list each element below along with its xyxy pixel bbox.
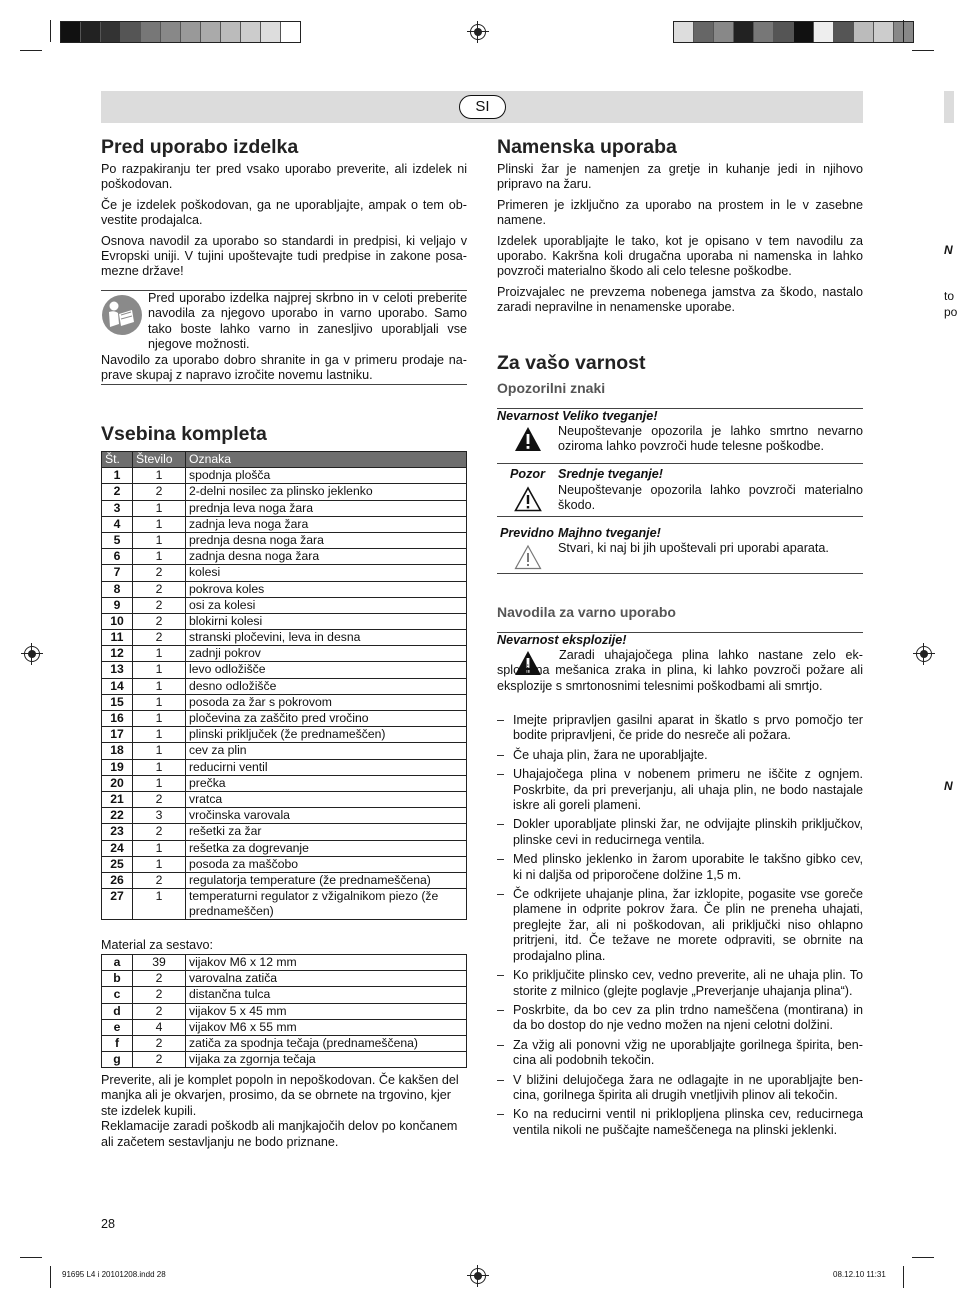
table-row (102, 711, 467, 727)
color-bar-right (673, 21, 914, 43)
material-letter: d (102, 1003, 133, 1019)
part-label: reducirni ventil (186, 759, 467, 775)
part-quantity: 1 (133, 727, 186, 743)
bullet-list (497, 713, 863, 1138)
part-number: 15 (102, 694, 133, 710)
table-row (102, 1052, 467, 1068)
table-row (102, 532, 467, 548)
table-row (102, 856, 467, 872)
table-row (102, 955, 467, 971)
explosion-heading: Nevarnost eksplozije! (497, 633, 627, 647)
table-row (102, 971, 467, 987)
crop-mark (912, 1257, 934, 1258)
part-label: stranski pločevini, leva in desna (186, 630, 467, 646)
part-number: 6 (102, 549, 133, 565)
part-label: rešetki za žar (186, 824, 467, 840)
table-row (102, 987, 467, 1003)
color-bar-left (60, 21, 301, 43)
material-letter: f (102, 1035, 133, 1051)
intended-use-text (497, 162, 863, 321)
part-number: 1 (102, 468, 133, 484)
list-item: – Za vžig ali ponovni vžig ne uporabljajte gorilnega špirita, bencina ali podobnih tekočin. (497, 1038, 863, 1069)
section-title-intended-use: Namenska uporaba (497, 136, 677, 158)
part-label: regulatorja temperature (že prednameščena) (186, 872, 467, 888)
material-quantity: 2 (133, 987, 186, 1003)
paragraph: Primeren je izključno za uporabo na prostem in le v zasebne namene. (497, 197, 863, 228)
file-info: 91695 L4 i 20101208.indd 28 (62, 1270, 166, 1279)
subtitle-warning-signs: Opozorilni znaki (497, 380, 606, 396)
material-quantity: 2 (133, 1035, 186, 1051)
material-label: vijakov M6 x 55 mm (186, 1019, 467, 1035)
warning-notice-text: Stvari, ki naj bi jih upoštevali pri uporabi aparata. (558, 541, 829, 555)
table-row (102, 775, 467, 791)
part-label: osi za kolesi (186, 597, 467, 613)
part-number: 25 (102, 856, 133, 872)
material-letter: a (102, 955, 133, 971)
material-label: distančna tulca (186, 987, 467, 1003)
part-quantity: 1 (133, 889, 186, 920)
table-row (102, 840, 467, 856)
table-row (102, 824, 467, 840)
crop-mark (20, 1257, 42, 1258)
part-number: 5 (102, 532, 133, 548)
warning-danger-heading: Nevarnost Veliko tveganje! (497, 409, 658, 423)
part-number: 14 (102, 678, 133, 694)
registration-mark-bottom (470, 1268, 486, 1284)
paragraph: Če je izdelek poškodovan, ga ne uporabljajte, ampak o tem obvestite prodajalca. (101, 197, 467, 228)
part-number: 13 (102, 662, 133, 678)
caution-icon (514, 486, 542, 517)
part-quantity: 2 (133, 597, 186, 613)
list-item: – Dokler uporabljate plinski žar, ne odvijajte plinskih priključkov, plinske cevi in reducirnega ventila. (497, 817, 863, 848)
part-quantity: 1 (133, 500, 186, 516)
paragraph: Preverite, ali je komplet popoln in nepoškodovan. Če kakšen del manjka ali je okvarjen, prosimo, da se obrnete na trgovino, kjer ste izdelek kupili. (101, 1073, 459, 1118)
part-label: posoda za maščobo (186, 856, 467, 872)
material-label: vijaka za zgornja tečaja (186, 1052, 467, 1068)
part-quantity: 2 (133, 581, 186, 597)
table-row (102, 468, 467, 484)
crop-mark (50, 20, 51, 42)
paragraph: Proizvajalec ne prevzema nobenega jamstva za škodo, nastalo zaradi nepravilne in nenamenske uporabe. (497, 284, 863, 315)
date-info: 08.12.10 11:31 (833, 1270, 886, 1279)
table-row (102, 694, 467, 710)
part-quantity: 3 (133, 808, 186, 824)
before-use-text (101, 162, 467, 285)
next-page-fragment: po (944, 305, 957, 319)
next-page-fragment: N (944, 243, 953, 257)
material-label: varovalna zatiča (186, 971, 467, 987)
after-table-text (101, 1073, 467, 1150)
part-quantity: 1 (133, 646, 186, 662)
next-page-fragment: N (944, 779, 953, 793)
material-letter: g (102, 1052, 133, 1068)
paragraph: Po razpakiranju ter pred vsako uporabo preverite, ali izdelek ni poškodovan. (101, 162, 467, 192)
part-label: prečka (186, 775, 467, 791)
part-label: plinski priključek (že prednameščen) (186, 727, 467, 743)
material-quantity: 4 (133, 1019, 186, 1035)
part-number: 11 (102, 630, 133, 646)
table-row (102, 662, 467, 678)
part-label: posoda za žar s pokrovom (186, 694, 467, 710)
part-label: vročinska varovala (186, 808, 467, 824)
table-row (102, 597, 467, 613)
part-label: prednja leva noga žara (186, 500, 467, 516)
material-quantity: 2 (133, 971, 186, 987)
material-label: zatiča za spodnja tečaja (prednameščena) (186, 1035, 467, 1051)
page-number: 28 (101, 1217, 116, 1231)
table-row (102, 646, 467, 662)
list-item: – Med plinsko jeklenko in žarom uporabite le takšno gibko cev, ki ni daljša od priporočene dolžine 1,5 m. (497, 852, 863, 883)
part-label: zadnja desna noga žara (186, 549, 467, 565)
part-number: 2 (102, 484, 133, 500)
table-row (102, 516, 467, 532)
part-quantity: 1 (133, 468, 186, 484)
table-row (102, 630, 467, 646)
section-title-safety: Za vašo varnost (497, 352, 646, 374)
material-label: vijakov M6 x 12 mm (186, 955, 467, 971)
material-quantity: 2 (133, 1052, 186, 1068)
part-quantity: 1 (133, 516, 186, 532)
part-quantity: 2 (133, 872, 186, 888)
section-title-contents: Vsebina kompleta (101, 423, 267, 445)
table-row (102, 759, 467, 775)
material-label: Material za sestavo: (101, 938, 213, 952)
paragraph: Pred uporabo izdelka najprej skrbno in v celoti preberite navodila za njegovo uporabo in varno uporabo. Samo tako boste lahko varno in zanesljivo uporabljali vse njegove možnosti. (148, 291, 467, 352)
table-row (102, 549, 467, 565)
crop-mark (903, 1266, 904, 1288)
part-label: zadnji pokrov (186, 646, 467, 662)
table-row (102, 727, 467, 743)
note-text-2 (101, 353, 467, 384)
paragraph: Izdelek uporabljajte le tako, kot je opisano v tem navodilu za uporabo. Kakršna koli drugačna uporaba ni namenska in lahko povzroči materialno škodo ali celo telesne poškodbe. (497, 233, 863, 279)
part-number: 20 (102, 775, 133, 791)
warning-notice-label: Previdno (500, 526, 554, 540)
warning-caution-label: Pozor (510, 467, 545, 481)
material-quantity: 2 (133, 1003, 186, 1019)
part-quantity: 1 (133, 840, 186, 856)
registration-mark-left (24, 646, 40, 662)
read-manual-icon (101, 294, 143, 336)
list-item: – Če odkrijete uhajanje plina, žar izklopite, pogasite vse goreče plamene in odprite pokrov žara. Če plin ne preneha uhajati, preglejte žar, ali ni poškodovan, ali priključki niso ohlapno pritrjeni, itd. Če težave ne morete odpraviti, se obrnite na prodajalno plina. (497, 887, 863, 964)
table-row (102, 889, 467, 920)
part-quantity: 1 (133, 856, 186, 872)
part-quantity: 2 (133, 791, 186, 807)
part-number: 12 (102, 646, 133, 662)
warning-rule (497, 573, 863, 574)
registration-mark-top (470, 24, 486, 40)
table-row (102, 808, 467, 824)
col-header-no: Št. (102, 452, 133, 468)
part-quantity: 1 (133, 662, 186, 678)
table-row (102, 791, 467, 807)
part-label: temperaturni regulator z vžigalnikom piezo (že prednameščen) (186, 889, 467, 920)
material-letter: c (102, 987, 133, 1003)
part-quantity: 2 (133, 484, 186, 500)
part-number: 10 (102, 613, 133, 629)
list-item: – Imejte pripravljen gasilni aparat in škatlo s prvo pomočjo ter bodite pripravljeni, če pride do nesreče ali požara. (497, 713, 863, 744)
table-row (102, 872, 467, 888)
section-title-before-use: Pred uporabo izdelka (101, 136, 299, 158)
table-row (102, 565, 467, 581)
part-number: 9 (102, 597, 133, 613)
list-item: – Če uhaja plin, žara ne uporabljajte. (497, 748, 863, 763)
part-number: 19 (102, 759, 133, 775)
material-label: vijakov 5 x 45 mm (186, 1003, 467, 1019)
note-rule-bottom (101, 384, 467, 385)
warning-danger-text: Neupoštevanje opozorila je lahko smrtno nevarno oziroma lahko povzroči hude telesne poškodbe. (558, 424, 863, 454)
part-quantity: 2 (133, 565, 186, 581)
material-quantity: 39 (133, 955, 186, 971)
part-quantity: 2 (133, 613, 186, 629)
warning-caution-heading: Srednje tveganje! (558, 467, 663, 481)
part-quantity: 1 (133, 694, 186, 710)
part-label: zadnja leva noga žara (186, 516, 467, 532)
part-number: 26 (102, 872, 133, 888)
material-letter: e (102, 1019, 133, 1035)
part-label: blokirni kolesi (186, 613, 467, 629)
material-table (101, 954, 467, 1068)
crop-mark (903, 20, 904, 42)
part-quantity: 1 (133, 532, 186, 548)
parts-table (101, 451, 467, 920)
table-row (102, 1003, 467, 1019)
part-label: pokrova koles (186, 581, 467, 597)
list-item: – Poskrbite, da bo cev za plin trdno nameščena (montirana) in da bo dostop do nje vedno možen na njeni celotni dolžini. (497, 1003, 863, 1034)
table-row (102, 484, 467, 500)
part-quantity: 2 (133, 824, 186, 840)
warning-rule (497, 463, 863, 464)
crop-mark (912, 50, 934, 51)
language-badge: SI (459, 95, 506, 119)
table-row (102, 581, 467, 597)
danger-icon (514, 426, 542, 457)
crop-mark (20, 50, 42, 51)
next-page-fragment: to (944, 289, 955, 303)
list-item: – Uhajajočega plina v nobenem primeru ne iščite z ognjem. Poskrbite, da pri preverjanju, ali uhaja plin, ne bodo nastajale iskre ali goreli plameni. (497, 767, 863, 813)
paragraph: Osnova navodil za uporabo so standardi in predpisi, ki veljajo v Evropski uniji. V tujini upoštevajte tudi predpise in zakone posamezne države! (101, 233, 467, 279)
part-label: prednja desna noga žara (186, 532, 467, 548)
table-row (102, 743, 467, 759)
paragraph: Plinski žar je namenjen za gretje in kuhanje jedi in njihovo pripravo na žaru. (497, 162, 863, 192)
part-label: levo odložišče (186, 662, 467, 678)
list-item: – Ko na reducirni ventil ni priklopljena plinska cev, reducirnega ventila nikoli ne puščajte nameščenega na plinski jeklenki. (497, 1107, 863, 1138)
part-label: desno odložišče (186, 678, 467, 694)
part-quantity: 1 (133, 775, 186, 791)
part-number: 4 (102, 516, 133, 532)
part-number: 24 (102, 840, 133, 856)
next-page-band-edge (944, 91, 954, 123)
part-number: 27 (102, 889, 133, 920)
part-label: spodnja plošča (186, 468, 467, 484)
part-quantity: 2 (133, 630, 186, 646)
warning-notice-heading: Majhno tveganje! (558, 526, 661, 540)
part-quantity: 1 (133, 549, 186, 565)
part-number: 23 (102, 824, 133, 840)
part-label: pločevina za zaščito pred vročino (186, 711, 467, 727)
paragraph: Navodilo za uporabo dobro shranite in ga v primeru prodaje naprave skupaj z napravo izročite novemu lastniku. (101, 353, 467, 383)
part-number: 7 (102, 565, 133, 581)
part-label: vratca (186, 791, 467, 807)
part-label: rešetka za dogrevanje (186, 840, 467, 856)
part-quantity: 1 (133, 711, 186, 727)
part-number: 16 (102, 711, 133, 727)
safety-bullet-list (497, 713, 863, 1142)
list-item: – Ko priključite plinsko cev, vedno preverite, ali ne uhaja plin. To storite z milnico (glejte poglavje „Preverjanje uhajanja plina“). (497, 968, 863, 999)
explosion-text-body: Zaradi uhajajočega plina lahko nastane zelo eksplozivna mešanica zraka in plina, ki lahko povzroči požare ali eksplozije s smrtonosnimi telesnimi poškodbami ali smrtjo. (497, 648, 863, 693)
note-text (148, 291, 467, 353)
registration-mark-right (916, 646, 932, 662)
part-number: 3 (102, 500, 133, 516)
part-quantity: 1 (133, 743, 186, 759)
part-number: 18 (102, 743, 133, 759)
warning-caution-text: Neupoštevanje opozorila lahko povzroči materialno škodo. (558, 483, 863, 513)
warning-rule (497, 516, 863, 517)
table-row (102, 678, 467, 694)
material-letter: b (102, 971, 133, 987)
crop-mark (50, 1266, 51, 1288)
part-quantity: 1 (133, 678, 186, 694)
col-header-label: Oznaka (186, 452, 467, 468)
part-label: cev za plin (186, 743, 467, 759)
paragraph: Reklamacije zaradi poškodb ali manjkajočih delov po končanem ali začetem sestavljanju ne bodo priznane. (101, 1119, 458, 1149)
part-label: 2-delni nosilec za plinsko jeklenko (186, 484, 467, 500)
table-row (102, 1035, 467, 1051)
list-item: – V bližini delujočega žara ne odlagajte in ne uporabljajte bencina, gorilnega špirita ali drugih vnetljivih plinov ali tekočin. (497, 1073, 863, 1104)
part-number: 8 (102, 581, 133, 597)
table-row (102, 613, 467, 629)
table-row (102, 1019, 467, 1035)
col-header-qty: Število (133, 452, 186, 468)
part-number: 22 (102, 808, 133, 824)
notice-icon (514, 544, 542, 575)
table-row (102, 500, 467, 516)
part-number: 17 (102, 727, 133, 743)
part-quantity: 1 (133, 759, 186, 775)
subtitle-safe-use: Navodila za varno uporabo (497, 604, 676, 620)
explosion-text (497, 648, 863, 694)
part-label: kolesi (186, 565, 467, 581)
part-number: 21 (102, 791, 133, 807)
